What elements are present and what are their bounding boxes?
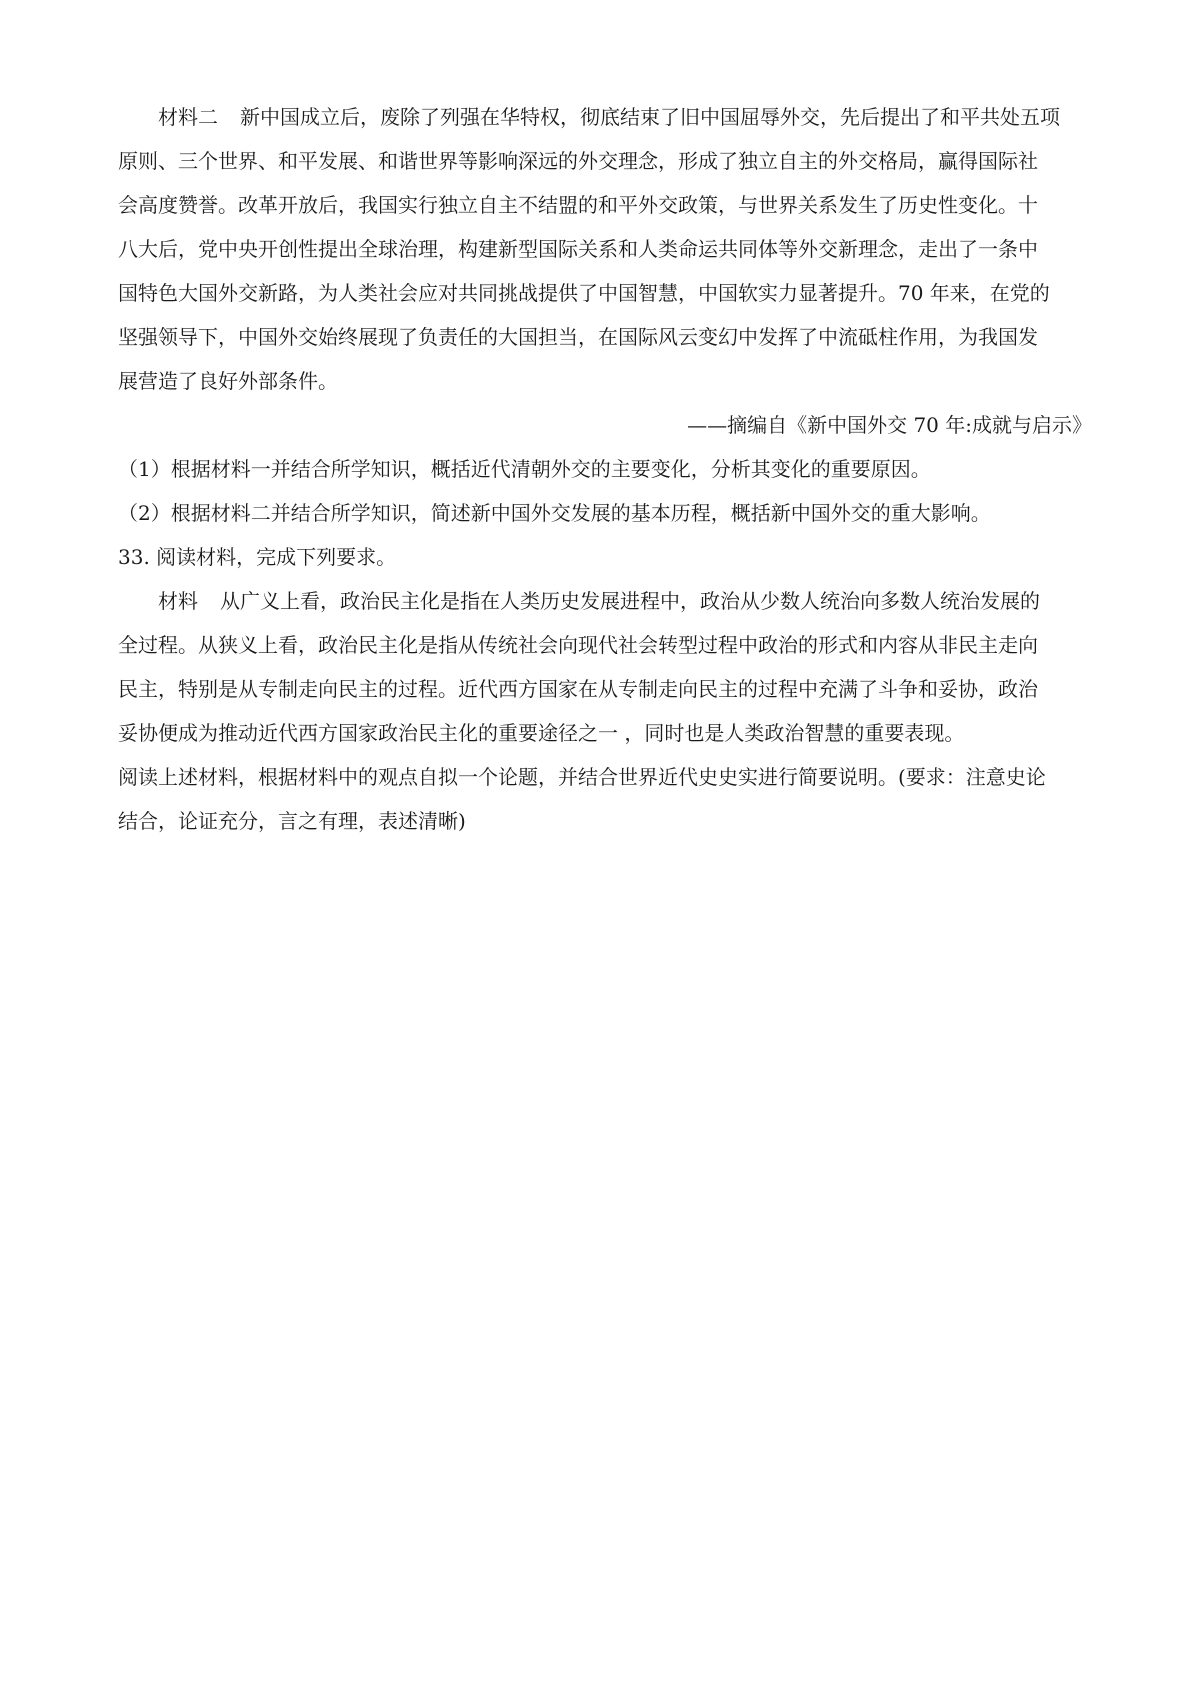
q33-task-line-1: 阅读上述材料，根据材料中的观点自拟一个论题，并结合世界近代史史实进行简要说明。(要求：注意史论 <box>118 765 1046 789</box>
q33-material-label: 材料 <box>158 589 198 613</box>
q33-material-line-2: 全过程。从狭义上看，政治民主化是指从传统社会向现代社会转型过程中政治的形式和内容从非民主走向 <box>118 633 1038 657</box>
question-2: （2）根据材料二并结合所学知识，简述新中国外交发展的基本历程，概括新中国外交的重大影响。 <box>118 501 991 525</box>
q33-material-line-1 <box>118 579 1098 623</box>
q33-material-line-3: 民主，特别是从专制走向民主的过程。近代西方国家在从专制走向民主的过程中充满了斗争和妥协，政治 <box>118 677 1038 701</box>
question-33-title: 33. 阅读材料，完成下列要求。 <box>118 545 397 569</box>
material2-label: 材料二 <box>158 105 218 129</box>
material2-line-2: 原则、三个世界、和平发展、和谐世界等影响深远的外交理念，形成了独立自主的外交格局，赢得国际社 <box>118 149 1038 173</box>
material2-line-3: 会高度赞誉。改革开放后，我国实行独立自主不结盟的和平外交政策，与世界关系发生了历史性变化。十 <box>118 193 1038 217</box>
material2-line-5: 国特色大国外交新路，为人类社会应对共同挑战提供了中国智慧，中国软实力显著提升。70 年来，在党的 <box>118 281 1050 305</box>
material2-line-4: 八大后，党中央开创性提出全球治理，构建新型国际关系和人类命运共同体等外交新理念，走出了一条中 <box>118 237 1038 261</box>
material2-text: 新中国成立后，废除了列强在华特权，彻底结束了旧中国屈辱外交，先后提出了和平共处五项 <box>240 105 1060 129</box>
material2-line-7: 展营造了良好外部条件。 <box>118 369 338 393</box>
material2-line-6: 坚强领导下，中国外交始终展现了负责任的大国担当，在国际风云变幻中发挥了中流砥柱作用，为我国发 <box>118 325 1038 349</box>
q33-material-text: 从广义上看，政治民主化是指在人类历史发展进程中，政治从少数人统治向多数人统治发展的 <box>220 589 1040 613</box>
q33-task-line-2: 结合，论证充分，言之有理，表述清晰) <box>118 809 466 833</box>
document-page <box>118 95 1098 843</box>
q33-material-line-4: 妥协便成为推动近代西方国家政治民主化的重要途径之一 ，同时也是人类政治智慧的重要表现。 <box>118 721 965 745</box>
material2-line-1 <box>118 95 1098 139</box>
material2-source: ——摘编自《新中国外交 70 年:成就与启示》 <box>687 413 1092 437</box>
question-1: （1）根据材料一并结合所学知识，概括近代清朝外交的主要变化，分析其变化的重要原因。 <box>118 457 931 481</box>
